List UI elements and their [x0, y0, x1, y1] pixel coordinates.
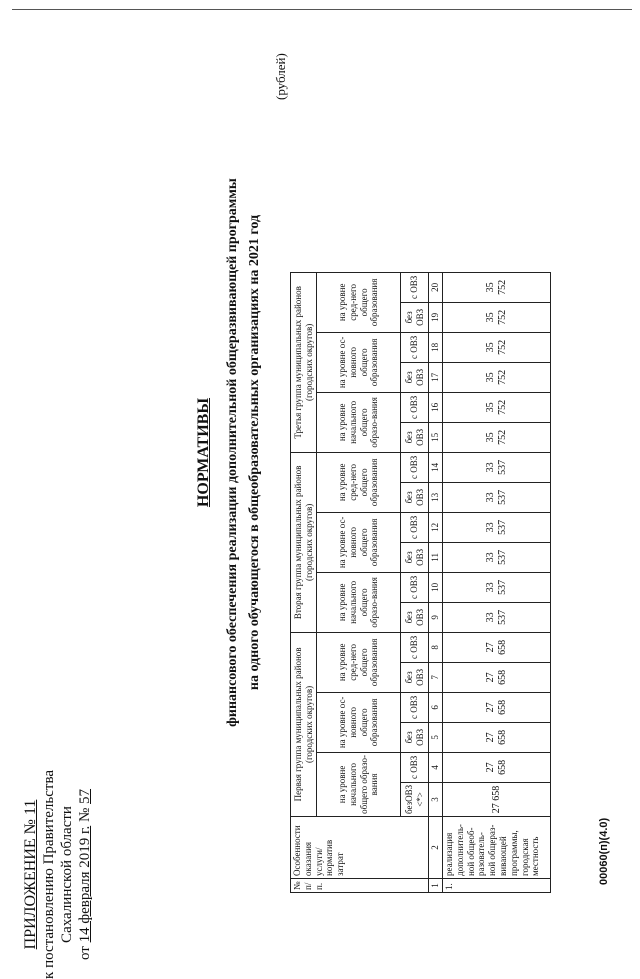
value-cell: 27 658: [443, 752, 551, 782]
value-cell: 33 537: [443, 452, 551, 482]
header-with-ovz: с ОВЗ: [401, 392, 429, 422]
appendix-block: [22, 770, 94, 979]
resolution-date: 14 февраля 2019 г.: [77, 825, 93, 943]
column-number: 3: [429, 782, 443, 816]
column-number: 16: [429, 392, 443, 422]
value-cell: 33 537: [443, 482, 551, 512]
header-feature: Особенности оказания услуги/ норматив затрат: [291, 817, 429, 879]
value-cell: 35 752: [443, 362, 551, 392]
header-with-ovz: с ОВЗ: [401, 752, 429, 782]
value-cell: 27 658: [443, 692, 551, 722]
number-label: №: [77, 807, 93, 823]
header-without-ovz: без ОВЗ: [401, 722, 429, 752]
header-with-ovz: с ОВЗ: [401, 632, 429, 662]
document-title: НОРМАТИВЫ: [195, 397, 212, 508]
header-group-2: Вторая группа муниципальных районов (городских округов): [291, 452, 317, 632]
appendix-line-resolution: к постановлению Правительства: [41, 770, 57, 979]
column-number: 14: [429, 452, 443, 482]
column-number-row: [429, 272, 443, 892]
footer-code: 00060(п)(4.0): [598, 817, 610, 885]
header-without-ovz: без ОВЗ: [401, 602, 429, 632]
value-cell: 35 752: [443, 392, 551, 422]
value-cell: 33 537: [443, 602, 551, 632]
normatives-table: [290, 272, 551, 893]
header-without-ovz: без ОВЗ: [401, 662, 429, 692]
column-number: 19: [429, 302, 443, 332]
header-without-ovz: без ОВЗ: [401, 542, 429, 572]
header-with-ovz: с ОВЗ: [401, 272, 429, 302]
value-cell: 33 537: [443, 512, 551, 542]
header-level: на уровне ос-новного общего образования: [317, 332, 401, 392]
header-level: на уровне ос-новного общего образования: [317, 692, 401, 752]
column-number: 18: [429, 332, 443, 362]
header-without-ovz: безОВЗ <*>: [401, 782, 429, 816]
value-cell: 27 658: [443, 722, 551, 752]
column-number: 15: [429, 422, 443, 452]
column-number: 5: [429, 722, 443, 752]
header-level: на уровне сред-него общего образования: [317, 632, 401, 692]
header-without-ovz: без ОВЗ: [401, 482, 429, 512]
header-group-1: Первая группа муниципальных районов (городских округов): [291, 632, 317, 816]
header-without-ovz: без ОВЗ: [401, 422, 429, 452]
value-cell: 35 752: [443, 332, 551, 362]
value-cell: 35 752: [443, 272, 551, 302]
document-subtitle-2: на одного обучающегося в общеобразовательных организациях на 2021 год: [247, 214, 262, 691]
row-number: 1.: [443, 879, 551, 893]
column-number: 13: [429, 482, 443, 512]
column-number: 11: [429, 542, 443, 572]
header-level: на уровне начального общего образо-вания: [317, 392, 401, 452]
column-number: 9: [429, 602, 443, 632]
value-cell: 27 658: [443, 782, 551, 816]
column-number: 12: [429, 512, 443, 542]
header-with-ovz: с ОВЗ: [401, 692, 429, 722]
header-without-ovz: без ОВЗ: [401, 362, 429, 392]
resolution-number: 57: [77, 788, 93, 804]
header-level: на уровне начального общего образо-вания: [317, 572, 401, 632]
column-number: 1: [429, 879, 443, 893]
header-level: на уровне начального общего образо-вания: [317, 752, 401, 816]
document-subtitle-1: финансового обеспечения реализации дополнительной общеразвивающей программы: [225, 178, 240, 727]
header-with-ovz: с ОВЗ: [401, 452, 429, 482]
table-row: [443, 272, 551, 892]
header-with-ovz: с ОВЗ: [401, 332, 429, 362]
header-with-ovz: с ОВЗ: [401, 512, 429, 542]
header-without-ovz: без ОВЗ: [401, 302, 429, 332]
column-number: 4: [429, 752, 443, 782]
header-number: № п/п.: [291, 879, 429, 893]
header-group-3: Третья группа муниципальных районов (городских округов): [291, 272, 317, 452]
normatives-table-wrap: [290, 272, 551, 893]
header-level: на уровне сред-него общего образования: [317, 272, 401, 332]
date-prefix: от: [77, 946, 93, 960]
value-cell: 27 658: [443, 632, 551, 662]
value-cell: 27 658: [443, 662, 551, 692]
column-number: 6: [429, 692, 443, 722]
currency-unit: (рублей): [273, 53, 288, 100]
column-number: 17: [429, 362, 443, 392]
column-number: 8: [429, 632, 443, 662]
column-number: 10: [429, 572, 443, 602]
row-label: реализация дополнитель-ной общеоб-разователь-ной общераз-вивающей программы, городская местность: [443, 817, 551, 879]
appendix-line-region: Сахалинской области: [59, 806, 75, 943]
column-number: 2: [429, 817, 443, 879]
value-cell: 33 537: [443, 572, 551, 602]
appendix-date-line: [76, 770, 94, 979]
value-cell: 35 752: [443, 302, 551, 332]
header-level: на уровне сред-него общего образования: [317, 452, 401, 512]
column-number: 20: [429, 272, 443, 302]
column-number: 7: [429, 662, 443, 692]
appendix-title: ПРИЛОЖЕНИЕ № 11: [22, 799, 39, 950]
header-with-ovz: с ОВЗ: [401, 572, 429, 602]
header-level: на уровне ос-новного общего образования: [317, 512, 401, 572]
value-cell: 33 537: [443, 542, 551, 572]
value-cell: 35 752: [443, 422, 551, 452]
